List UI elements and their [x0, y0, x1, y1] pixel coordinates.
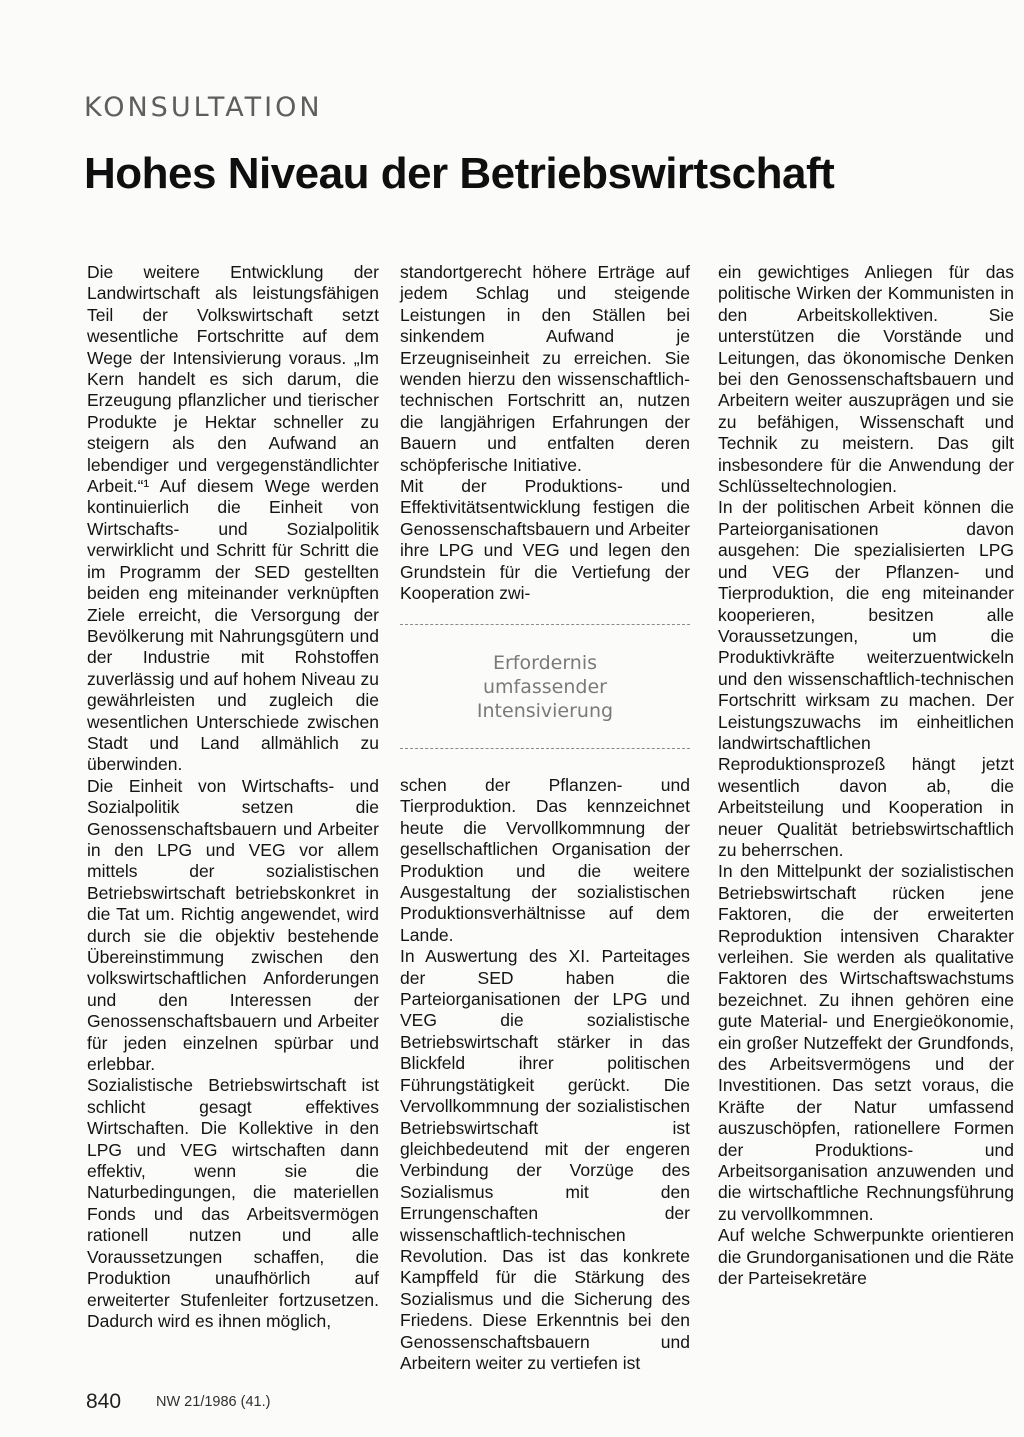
paragraph: Die weitere Entwicklung der Landwirtschaft als leistungsfähigen Teil der Volkswirtschaft setzt wesentliche Fortschritte auf dem Wege der Intensivierung voraus. „Im Kern handelt es sich darum, die Erzeugung pflanzlicher und tierischer Produkte je Hektar schneller zu steigern als den Aufwand an lebendiger und vergegenständlichter Arbeit.“¹ Auf diesem Wege werden kontinuierlich die Einheit von Wirtschafts- und Sozialpolitik verwirklicht und Schritt für Schritt die im Programm der SED gestellten beiden eng miteinander verknüpften Ziele erreicht, die Versorgung der Bevölkerung mit Nahrungsgütern und der Industrie mit Rohstoffen zuverlässig und auf hohem Niveau zu gewährleisten und zugleich die wesentlichen Unterschiede zwischen Stadt und Land allmählich zu überwinden. [87, 262, 379, 775]
text-column-1 [87, 262, 379, 1332]
page-number: 840 [86, 1390, 122, 1413]
column-2-bottom [400, 775, 690, 1374]
paragraph: In der politischen Arbeit können die Parteiorganisationen davon ausgehen: Die spezialisierten LPG und VEG der Pflanzen- und Tierproduktion, die eng miteinander kooperieren, besitzen alle Voraussetzungen, um die Produktivkräfte weiterzuentwickeln und den wissenschaftlich-technischen Fortschritt wirksam zu machen. Der Leistungszuwachs im einheitlichen landwirtschaftlichen Reproduktionsprozeß hängt jetzt wesentlich davon ab, die Arbeitsteilung und Kooperation in neuer Qualität betriebswirtschaftlich zu beherrschen. [718, 497, 1014, 860]
paragraph: standortgerecht höhere Erträge auf jedem Schlag und steigende Leistungen in den Ställen bei sinkendem Aufwand je Erzeugniseinheit zu erreichen. Sie wenden hierzu den wissenschaftlich-technischen Fortschritt an, nutzen die langjährigen Erfahrungen der Bauern und entfalten deren schöpferische Initiative. [400, 262, 690, 475]
subhead: Erfordernis umfassender Intensivierung [476, 652, 614, 722]
paragraph: Mit der Produktions- und Effektivitätsentwicklung festigen die Genossenschaftsbauern und Arbeiter ihre LPG und VEG und legen den Grundstein für die Vertiefung der Kooperation zwi- [400, 476, 690, 604]
subhead-box [400, 624, 690, 749]
paragraph: In den Mittelpunkt der sozialistischen Betriebswirtschaft rücken jene Faktoren, die der erweiterten Reproduktion intensiven Charakter verleihen. Sie werden als qualitative Faktoren des Wirtschaftswachstums bezeichnet. Zu ihnen gehören eine gute Material- und Energieökonomie, ein großer Nutzeffekt der Grundfonds, des Arbeitsvermögens und der Investitionen. Das setzt voraus, die Kräfte der Natur umfassend auszuschöpfen, rationellere Formen der Produktions- und Arbeitsorganisation anzuwenden und die wirtschaftliche Rechnungsführung zu vervollkommnen. [718, 861, 1014, 1224]
paragraph: Auf welche Schwerpunkte orientieren die Grundorganisationen und die Räte der Parteisekretäre [718, 1225, 1014, 1289]
paragraph: Sozialistische Betriebswirtschaft ist schlicht gesagt effektives Wirtschaften. Die Kollektive in den LPG und VEG wirtschaften dann effektiv, wenn sie die Naturbedingungen, die materiellen Fonds und das Arbeitsvermögen rationell nutzen und alle Voraussetzungen schaffen, die Produktion unaufhörlich auf erweiterter Stufenleiter fortzusetzen. Dadurch wird es ihnen möglich, [87, 1075, 379, 1331]
paragraph: In Auswertung des XI. Parteitages der SED haben die Parteiorganisationen der LPG und VEG die sozialistische Betriebswirtschaft stärker in das Blickfeld ihrer politischen Führungstätigkeit gerückt. Die Vervollkommnung der sozialistischen Betriebswirtschaft ist gleichbedeutend mit der engeren Verbindung der Vorzüge des Sozialismus mit den Errungenschaften der wissenschaftlich-technischen Revolution. Das ist das konkrete Kampffeld für die Stärkung des Sozialismus und die Sicherung des Friedens. Diese Erkenntnis bei den Genossenschaftsbauern und Arbeitern weiter zu vertiefen ist [400, 946, 690, 1373]
column-2-top [400, 262, 690, 605]
paragraph: ein gewichtiges Anliegen für das politische Wirken der Kommunisten in den Arbeitskollektiven. Sie unterstützen die Vorstände und Leitungen, das ökonomische Denken bei den Genossenschaftsbauern und Arbeitern weiter auszuprägen und sie zu befähigen, Wissenschaft und Technik zu meistern. Das gilt insbesondere für die Anwendung der Schlüsseltechnologien. [718, 262, 1014, 497]
article-headline: Hohes Niveau der Betriebswirtschaft [84, 149, 835, 198]
text-column-3 [718, 262, 1014, 1290]
paragraph: Die Einheit von Wirtschafts- und Sozialpolitik setzen die Genossenschaftsbauern und Arbeiter in den LPG und VEG vor allem mittels der sozialistischen Betriebswirtschaft betriebskonkret in die Tat um. Richtig angewendet, wird durch sie die objektiv bestehende Übereinstimmung zwischen den volkswirtschaftlichen Anforderungen und den Interessen der Genossenschaftsbauern und Arbeiter für jeden einzelnen spürbar und erlebbar. [87, 775, 379, 1075]
paragraph: schen der Pflanzen- und Tierproduktion. Das kennzeichnet heute die Vervollkommnung der gesellschaftlichen Organisation der Produktion und die weitere Ausgestaltung der sozialistischen Produktionsverhältnisse auf dem Lande. [400, 775, 690, 945]
section-kicker: KONSULTATION [84, 92, 323, 123]
issue-reference: NW 21/1986 (41.) [156, 1394, 271, 1410]
